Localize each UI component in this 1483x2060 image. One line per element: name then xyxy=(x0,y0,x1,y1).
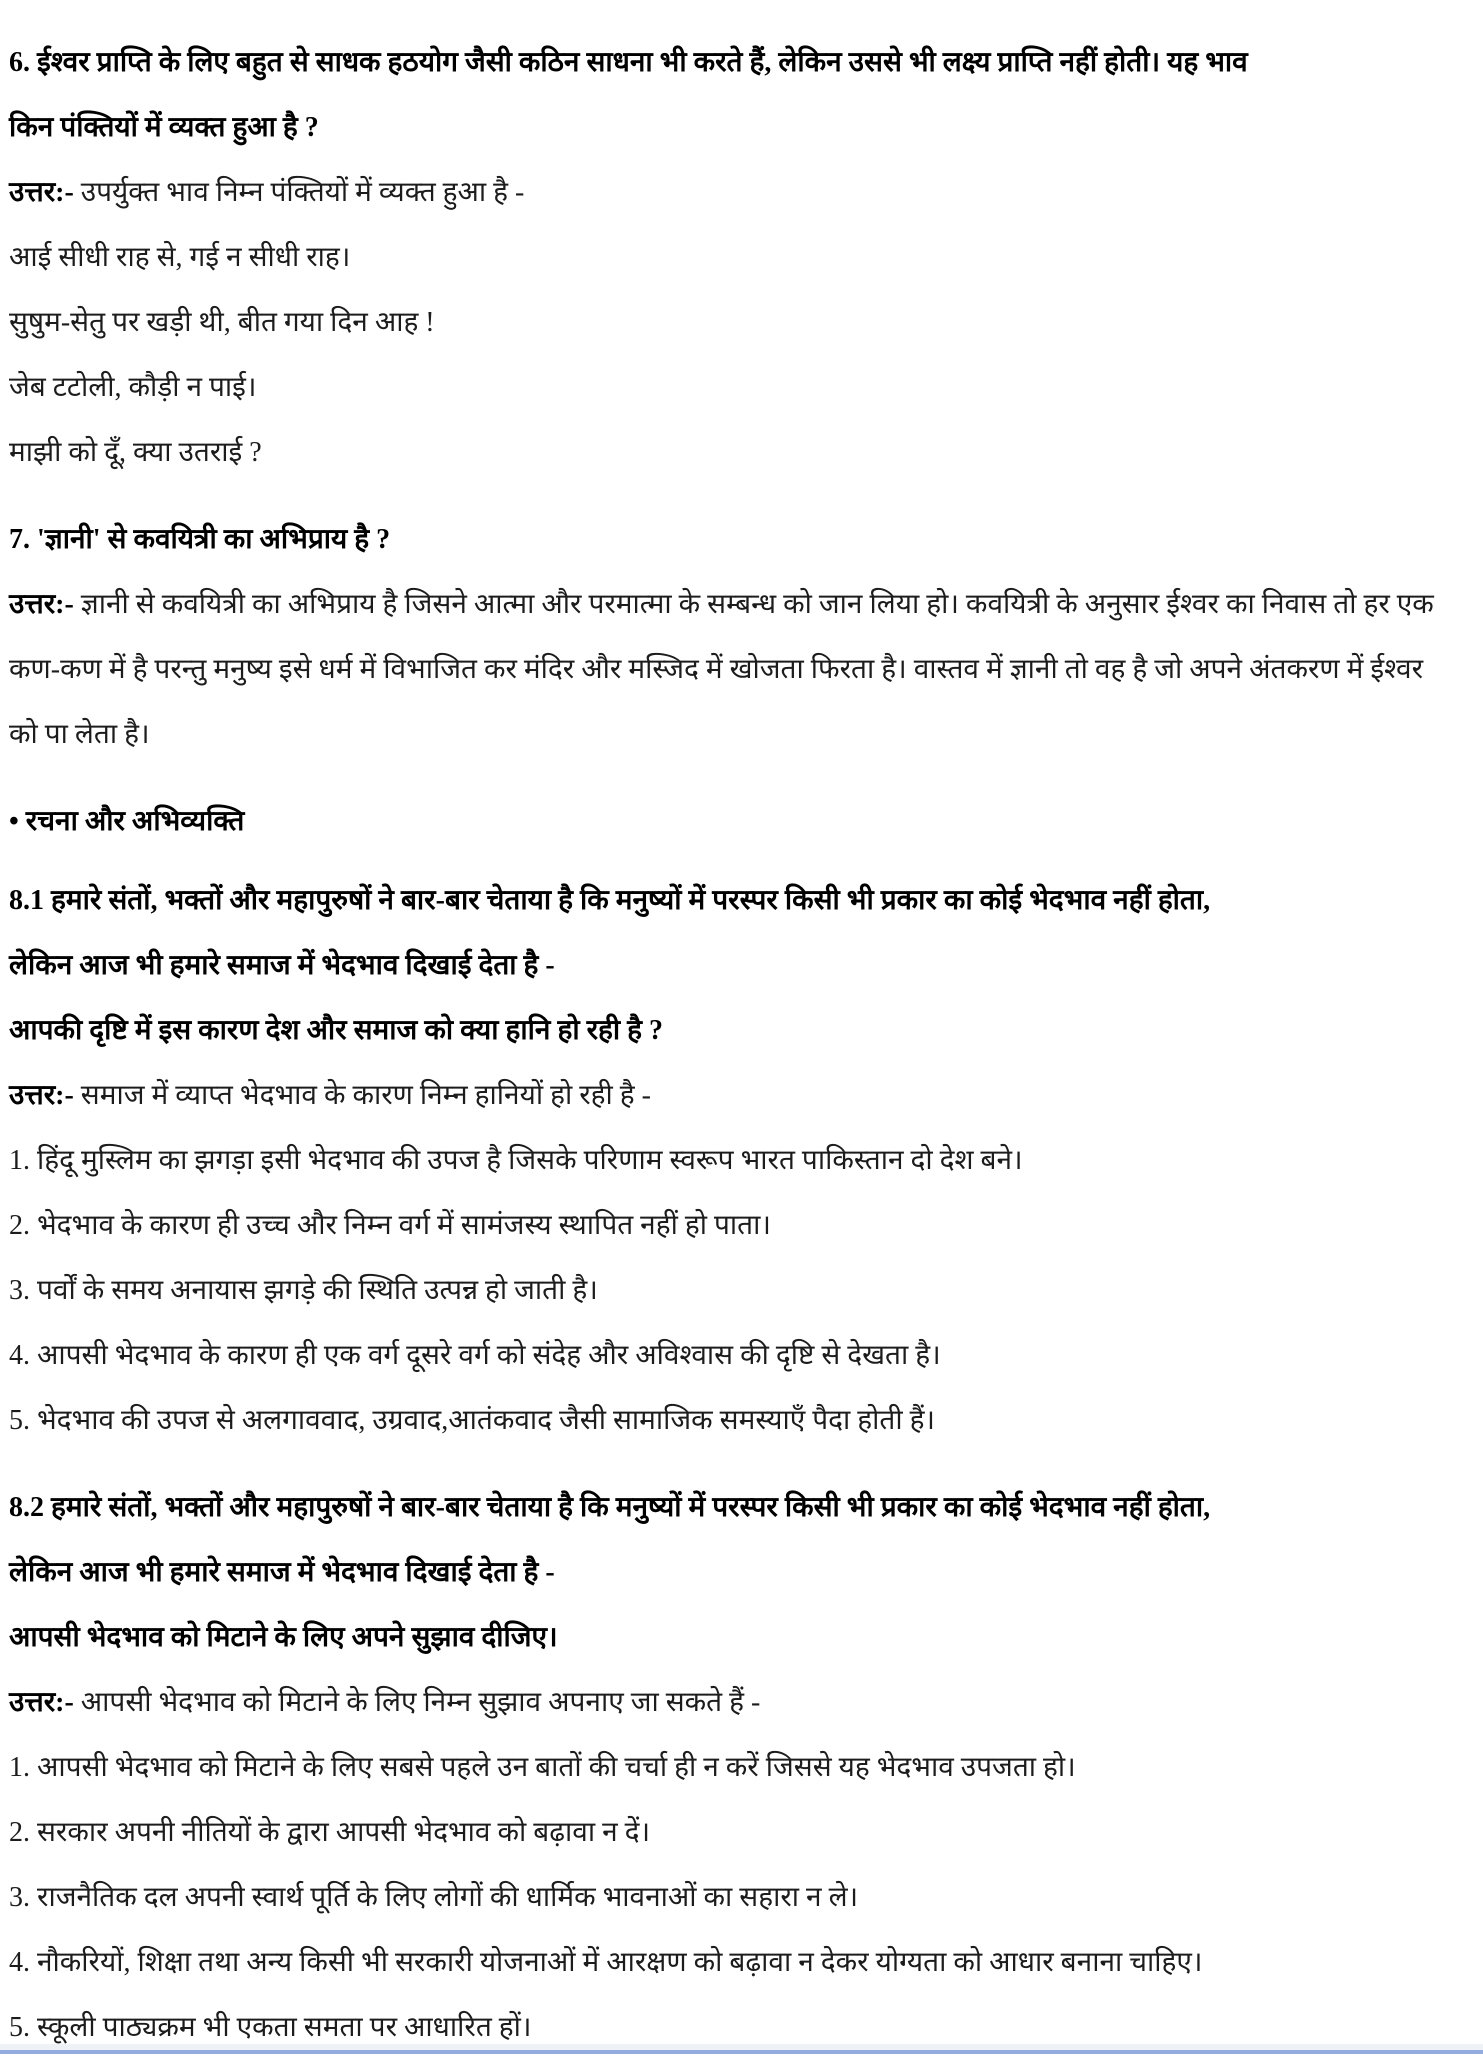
poem-line-1: आई सीधी राह से, गई न सीधी राह। xyxy=(9,242,351,273)
answer-8-2-point-1: 1. आपसी भेदभाव को मिटाने के लिए सबसे पहले उन बातों की चर्चा ही न करें जिससे यह भेदभाव उपजता हो। xyxy=(9,1752,1076,1783)
answer-7-text: ज्ञानी से कवयित्री का अभिप्राय है जिसने आत्मा और परमात्मा के सम्बन्ध को जान लिया हो। कवयित्री के अनुसार ईश्वर का निवास तो हर एक कण-कण में है परन्तु मनुष्य इसे धर्म में विभाजित कर मंदिर और मस्जिद में खोजता फिरता है। वास्तव में ज्ञानी तो वह है जो अपने अंतकरण में ईश्वर को पा लेता है। xyxy=(9,589,1434,750)
question-8-1-line-1: 8.1 हमारे संतों, भक्तों और महापुरुषों ने बार-बार चेताया है कि मनुष्यों में परस्पर किसी भी प्रकार का कोई भेदभाव नहीं होता, xyxy=(9,885,1211,916)
question-8-1-line-3: आपकी दृष्टि में इस कारण देश और समाज को क्या हानि हो रही है ? xyxy=(9,1015,664,1046)
answer-8-1-point-2: 2. भेदभाव के कारण ही उच्च और निम्न वर्ग में सामंजस्य स्थापित नहीं हो पाता। xyxy=(9,1210,771,1241)
answer-8-2-point-5: 5. स्कूली पाठ्यक्रम भी एकता समता पर आधारित हों। xyxy=(9,2012,532,2043)
question-6-line-2: किन पंक्तियों में व्यक्त हुआ है ? xyxy=(9,112,319,143)
answer-7 xyxy=(9,572,1449,767)
poem-line-4: माझी को दूँ, क्या उतराई ? xyxy=(9,437,262,468)
page-bottom-divider xyxy=(0,2050,1483,2054)
question-7: 7. 'ज्ञानी' से कवयित्री का अभिप्राय है ? xyxy=(9,524,391,555)
question-8-2-line-2: लेकिन आज भी हमारे समाज में भेदभाव दिखाई देता है - xyxy=(9,1557,555,1588)
answer-8-2-label: उत्तर:- xyxy=(9,1687,74,1718)
answer-8-2-point-3: 3. राजनैतिक दल अपनी स्वार्थ पूर्ति के लिए लोगों की धार्मिक भावनाओं का सहारा न ले। xyxy=(9,1882,859,1913)
question-8-2-line-1: 8.2 हमारे संतों, भक्तों और महापुरुषों ने बार-बार चेताया है कि मनुष्यों में परस्पर किसी भी प्रकार का कोई भेदभाव नहीं होता, xyxy=(9,1492,1211,1523)
answer-8-1-intro: समाज में व्याप्त भेदभाव के कारण निम्न हानियों हो रही है - xyxy=(73,1080,651,1111)
answer-8-1-point-4: 4. आपसी भेदभाव के कारण ही एक वर्ग दूसरे वर्ग को संदेह और अविश्वास की दृष्टि से देखता है। xyxy=(9,1340,941,1371)
answer-8-2-point-4: 4. नौकरियों, शिक्षा तथा अन्य किसी भी सरकारी योजनाओं में आरक्षण को बढ़ावा न देकर योग्यता को आधार बनाना चाहिए। xyxy=(9,1947,1203,1978)
page-bottom-strip xyxy=(0,2044,1483,2054)
poem-line-2: सुषुम-सेतु पर खड़ी थी, बीत गया दिन आह ! xyxy=(9,307,435,338)
poem-line-3: जेब टटोली, कौड़ी न पाई। xyxy=(9,372,257,403)
answer-6 xyxy=(9,160,1449,225)
answer-8-1-label: उत्तर:- xyxy=(9,1080,74,1111)
question-6-line-1: 6. ईश्वर प्राप्ति के लिए बहुत से साधक हठयोग जैसी कठिन साधना भी करते हैं, लेकिन उससे भी लक्ष्य प्राप्ति नहीं होती। यह भाव xyxy=(9,47,1248,78)
answer-8-2-point-2: 2. सरकार अपनी नीतियों के द्वारा आपसी भेदभाव को बढ़ावा न दें। xyxy=(9,1817,651,1848)
answer-7-label: उत्तर:- xyxy=(9,589,74,620)
answer-6-label: उत्तर:- xyxy=(9,177,74,208)
question-8-2-line-3: आपसी भेदभाव को मिटाने के लिए अपने सुझाव दीजिए। xyxy=(9,1622,558,1653)
section-heading-rachna-abhivyakti: • रचना और अभिव्यक्ति xyxy=(9,806,245,837)
answer-8-2 xyxy=(9,1670,1449,1735)
answer-8-1-point-1: 1. हिंदू मुस्लिम का झगड़ा इसी भेदभाव की उपज है जिसके परिणाम स्वरूप भारत पाकिस्तान दो देश बने। xyxy=(9,1145,1023,1176)
answer-8-2-intro: आपसी भेदभाव को मिटाने के लिए निम्न सुझाव अपनाए जा सकते हैं - xyxy=(73,1687,761,1718)
answer-8-1-point-3: 3. पर्वों के समय अनायास झगड़े की स्थिति उत्पन्न हो जाती है। xyxy=(9,1275,598,1306)
answer-8-1-point-5: 5. भेदभाव की उपज से अलगाववाद, उग्रवाद,आतंकवाद जैसी सामाजिक समस्याएँ पैदा होती हैं। xyxy=(9,1405,936,1436)
answer-6-intro: उपर्युक्त भाव निम्न पंक्तियों में व्यक्त हुआ है - xyxy=(73,177,525,208)
answer-8-1 xyxy=(9,1063,1449,1128)
question-8-1-line-2: लेकिन आज भी हमारे समाज में भेदभाव दिखाई देता है - xyxy=(9,950,555,981)
